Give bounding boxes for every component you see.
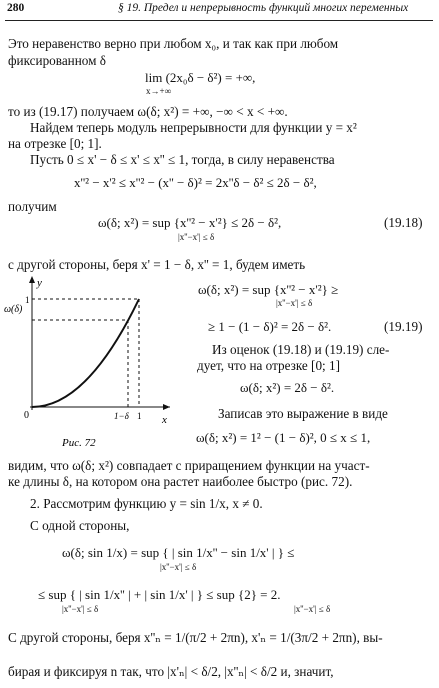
figure-caption: Рис. 72 <box>62 437 96 449</box>
equation-19-19-line1: ω(δ; x²) = sup {x''² − x'²} ≥ <box>198 282 339 297</box>
equation-number: (19.19) <box>384 319 423 334</box>
one-label: 1 <box>25 295 30 305</box>
tick-1: 1 <box>137 411 142 421</box>
omega-label: ω(δ) <box>4 304 23 315</box>
y-axis-arrow <box>29 276 35 283</box>
equation-modulus: ω(δ; x²) = 2δ − δ². <box>240 380 335 395</box>
equation-form: ω(δ; x²) = 1² − (1 − δ)², 0 ≤ x ≤ 1, <box>196 430 371 445</box>
text-line: с другой стороны, беря x' = 1 − δ, x'' = 1, будем иметь <box>8 257 306 272</box>
text-line: то из (19.17) получаем ω(δ; x²) = +∞, −∞ < x < +∞. <box>8 104 288 119</box>
origin-label: 0 <box>24 410 29 421</box>
equation-limit: lim (2x₀δ − δ²) = +∞, <box>145 70 256 85</box>
equation-sin-line1: ω(δ; sin 1/x) = sup { | sin 1/x'' − sin 1/x' | } ≤ <box>62 545 295 560</box>
page-number: 280 <box>7 2 25 14</box>
x-axis-arrow <box>163 404 170 410</box>
equation-19-19-line2: ≥ 1 − (1 − δ)² = 2δ − δ². <box>208 319 332 334</box>
text-line: С другой стороны, беря x''ₙ = 1/(π/2 + 2πn), x'ₙ = 1/(3π/2 + 2πn), вы- <box>8 630 383 645</box>
text-line: дует, что на отрезке [0; 1] <box>197 358 340 373</box>
text-line: фиксированном δ <box>8 53 106 68</box>
text-line: Найдем теперь модуль непрерывности для функции y = x² <box>30 120 357 135</box>
text-line: видим, что ω(δ; x²) совпадает с приращением функции на участ- <box>8 458 370 473</box>
header-rule <box>5 20 433 21</box>
equation-19-18: ω(δ; x²) = sup {x''² − x'²} ≤ 2δ − δ², <box>98 215 282 230</box>
equation-sin-subscript-2: |x''−x'| ≤ δ <box>62 604 99 614</box>
text-line: Из оценок (19.18) и (19.19) сле- <box>212 342 390 357</box>
equation-19-19-subscript: |x''−x'| ≤ δ <box>276 298 313 308</box>
equation-limit-subscript: x→+∞ <box>146 86 171 96</box>
y-axis-label: y <box>37 277 42 289</box>
function-curve <box>32 299 139 407</box>
x-axis-label: x <box>162 414 167 426</box>
text-line: Пусть 0 ≤ x' − δ ≤ x' ≤ x'' ≤ 1, тогда, в силу неравенства <box>30 152 335 167</box>
tick-1-minus-delta: 1−δ <box>114 411 129 421</box>
text-line: на отрезке [0; 1]. <box>8 136 102 151</box>
running-title: § 19. Предел и непрерывность функций многих переменных <box>118 2 409 14</box>
text-line: бирая и фиксируя n так, что |x'ₙ| < δ/2, |x''ₙ| < δ/2 и, значит, <box>8 664 334 679</box>
text-line: С одной стороны, <box>30 518 130 533</box>
text-line: Записав это выражение в виде <box>218 406 388 421</box>
text-line: ке длины δ, на котором она растет наиболее быстро (рис. 72). <box>8 474 353 489</box>
equation-number: (19.18) <box>384 215 423 230</box>
text-line: получим <box>8 199 57 214</box>
equation-sin-subscript-3: |x''−x'| ≤ δ <box>294 604 331 614</box>
equation-sin-subscript-1: |x''−x'| ≤ δ <box>160 562 197 572</box>
figure-72 <box>2 272 172 462</box>
text-line: Это неравенство верно при любом x₀, и так как при любом <box>8 36 339 51</box>
equation-inequality: x''² − x'² ≤ x''² − (x'' − δ)² = 2x''δ − δ² ≤ 2δ − δ², <box>74 175 317 190</box>
equation-sin-line2: ≤ sup { | sin 1/x'' | + | sin 1/x' | } ≤ sup {2} = 2. <box>38 587 281 602</box>
equation-19-18-subscript: |x''−x'| ≤ δ <box>178 232 215 242</box>
text-line: 2. Рассмотрим функцию y = sin 1/x, x ≠ 0. <box>30 496 263 511</box>
